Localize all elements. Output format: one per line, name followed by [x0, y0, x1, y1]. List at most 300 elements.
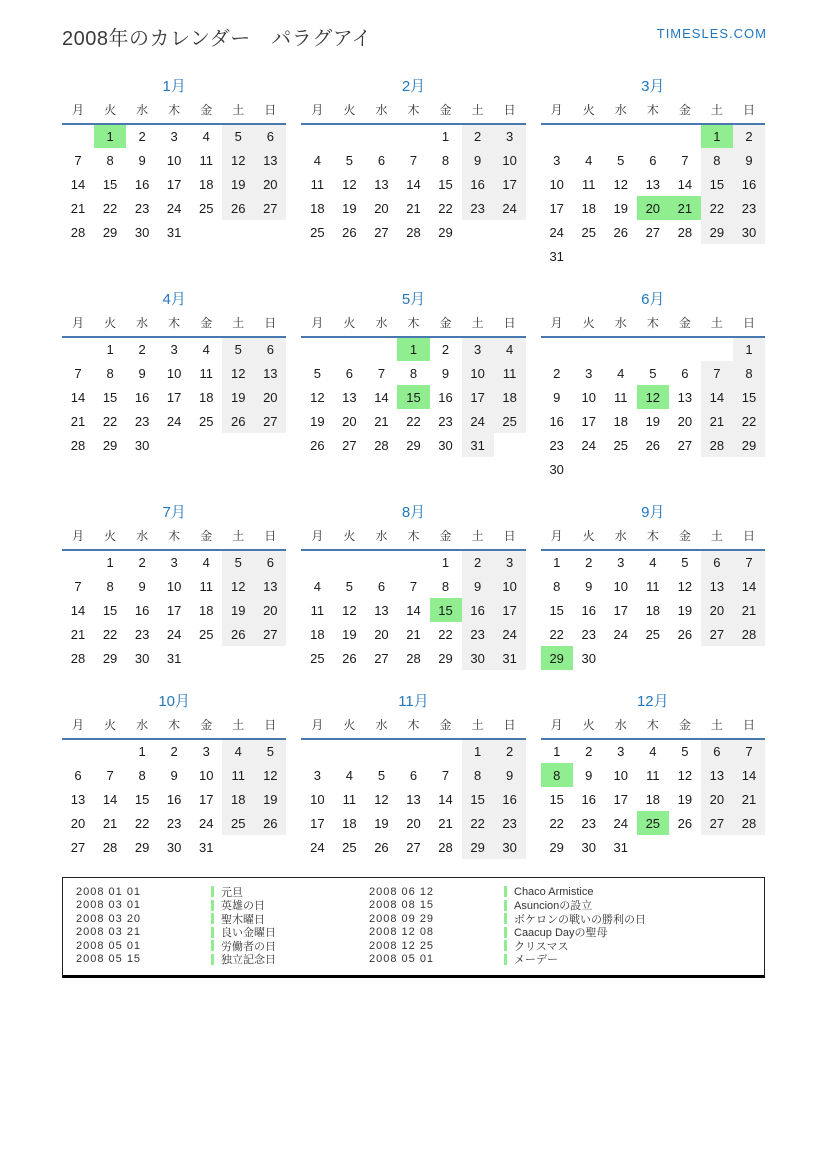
month-table [541, 312, 765, 481]
day-cell: 23 [581, 626, 596, 642]
day-cell: 23 [581, 815, 596, 831]
week-row [62, 385, 286, 409]
week-row [541, 409, 765, 433]
holiday-marker-icon [211, 954, 214, 965]
day-cell: 29 [102, 224, 118, 240]
holiday-name: 労働者の日 [221, 940, 276, 953]
holiday-date: 2008 01 01 [76, 885, 142, 898]
day-cell: 21 [70, 626, 86, 642]
day-cell: 26 [374, 839, 389, 855]
day-cell: 15 [397, 385, 429, 409]
day-cell: 21 [438, 815, 453, 831]
day-cell: 22 [438, 200, 453, 216]
empty-cell [397, 739, 429, 763]
empty-cell [94, 739, 126, 763]
weekday-header: 金 [190, 99, 222, 124]
day-cell: 4 [649, 744, 657, 759]
week-row [541, 220, 765, 244]
week-row [301, 148, 525, 172]
empty-cell [190, 646, 222, 670]
day-cell: 18 [494, 385, 526, 409]
holiday-date: 2008 06 12 [369, 885, 435, 898]
weekday-header: 土 [222, 99, 254, 124]
weekday-header: 火 [333, 99, 365, 124]
empty-cell [494, 433, 526, 457]
empty-cell [573, 244, 605, 268]
empty-cell [62, 739, 94, 763]
day-cell: 11 [646, 767, 660, 783]
brand-link[interactable]: TIMESLES.COM [656, 26, 767, 41]
day-cell: 3 [494, 124, 526, 148]
page-header [62, 22, 767, 51]
day-cell: 27 [701, 622, 733, 646]
day-cell: 12 [374, 791, 389, 807]
day-cell: 6 [254, 337, 286, 361]
empty-cell [637, 124, 669, 148]
day-cell: 31 [166, 224, 182, 240]
weekday-header: 水 [365, 525, 397, 550]
day-cell: 5 [377, 767, 386, 783]
weekday-header: 月 [541, 312, 573, 337]
day-cell: 11 [494, 361, 526, 385]
empty-cell [669, 124, 701, 148]
weekday-row [62, 99, 286, 124]
page-title: 2008年のカレンダー パラグアイ [62, 28, 372, 50]
month-block [541, 290, 765, 481]
day-cell: 14 [406, 176, 421, 192]
week-row [541, 148, 765, 172]
day-cell: 4 [313, 152, 321, 168]
holiday-name: 英雄の日 [221, 900, 265, 913]
holiday-marker-icon [504, 913, 507, 924]
day-cell: 21 [733, 787, 765, 811]
day-cell: 6 [377, 578, 386, 594]
weekday-header: 日 [494, 525, 526, 550]
holiday-name: メーデー [514, 954, 558, 967]
day-cell: 31 [462, 433, 494, 457]
empty-cell [733, 457, 765, 481]
weekday-header: 金 [669, 312, 701, 337]
day-cell: 24 [166, 200, 182, 216]
weekday-header: 土 [701, 525, 733, 550]
day-cell: 12 [342, 602, 357, 618]
day-cell: 5 [681, 555, 689, 570]
day-cell: 8 [138, 767, 146, 783]
month-title: 7月 [162, 504, 186, 521]
weekday-row [62, 525, 286, 550]
day-cell: 23 [438, 413, 453, 429]
empty-cell [669, 244, 701, 268]
day-cell: 9 [462, 148, 494, 172]
month-table [541, 714, 765, 859]
day-cell: 18 [198, 602, 214, 618]
weekday-header: 土 [701, 99, 733, 124]
empty-cell [701, 457, 733, 481]
day-cell: 12 [254, 763, 286, 787]
day-cell: 8 [701, 148, 733, 172]
weekday-header: 日 [254, 99, 286, 124]
day-cell: 24 [310, 839, 325, 855]
day-cell: 21 [733, 598, 765, 622]
day-cell: 24 [581, 437, 596, 453]
day-cell: 11 [310, 176, 325, 192]
month-block [62, 290, 286, 481]
day-cell: 26 [222, 196, 254, 220]
empty-cell [733, 244, 765, 268]
day-cell: 24 [613, 626, 628, 642]
day-cell: 3 [202, 744, 210, 759]
weekday-header: 日 [494, 312, 526, 337]
legend-entry [63, 939, 356, 953]
day-cell: 7 [409, 578, 418, 594]
weekday-header: 金 [669, 525, 701, 550]
day-cell: 3 [617, 744, 625, 759]
empty-cell [637, 457, 669, 481]
day-cell: 16 [581, 791, 596, 807]
weekday-header: 月 [541, 525, 573, 550]
day-cell: 6 [681, 365, 689, 381]
day-cell: 18 [645, 791, 661, 807]
day-cell: 26 [613, 224, 628, 240]
holiday-marker-icon [211, 940, 214, 951]
empty-cell [701, 646, 733, 670]
day-cell: 22 [462, 811, 494, 835]
day-cell: 23 [134, 626, 150, 642]
holiday-date: 2008 08 15 [369, 899, 435, 912]
week-row [541, 739, 765, 763]
day-cell: 10 [166, 365, 182, 381]
month-block [301, 503, 525, 670]
day-cell: 13 [374, 602, 389, 618]
day-cell: 22 [406, 413, 421, 429]
week-row [541, 337, 765, 361]
empty-cell [669, 646, 701, 670]
day-cell: 13 [374, 176, 389, 192]
day-cell: 25 [198, 413, 214, 429]
holiday-date: 2008 12 25 [369, 939, 435, 952]
week-row [541, 244, 765, 268]
weekday-header: 日 [494, 99, 526, 124]
day-cell: 6 [254, 550, 286, 574]
holiday-name: 元旦 [221, 886, 243, 899]
day-cell: 1 [106, 555, 114, 570]
weekday-header: 火 [94, 714, 126, 739]
empty-cell [62, 550, 94, 574]
weekday-header: 土 [701, 312, 733, 337]
day-cell: 27 [254, 622, 286, 646]
day-cell: 14 [733, 574, 765, 598]
day-cell: 31 [166, 650, 182, 666]
month-title: 10月 [158, 693, 190, 710]
empty-cell [254, 220, 286, 244]
day-cell: 6 [345, 365, 354, 381]
day-cell: 11 [646, 578, 660, 594]
day-cell: 14 [438, 791, 453, 807]
month-block [541, 503, 765, 670]
empty-cell [190, 220, 222, 244]
day-cell: 11 [222, 763, 254, 787]
day-cell: 16 [134, 389, 150, 405]
weekday-header: 火 [333, 525, 365, 550]
week-row [301, 739, 525, 763]
day-cell: 21 [406, 626, 421, 642]
day-cell: 3 [553, 152, 561, 168]
day-cell: 5 [681, 744, 689, 759]
weekday-row [541, 99, 765, 124]
weekday-header: 土 [701, 714, 733, 739]
day-cell: 13 [645, 176, 661, 192]
day-cell: 23 [462, 196, 494, 220]
weekday-header: 水 [126, 99, 158, 124]
day-cell: 25 [494, 409, 526, 433]
empty-cell [541, 124, 573, 148]
day-cell: 19 [374, 815, 389, 831]
day-cell: 23 [134, 413, 150, 429]
day-cell: 28 [374, 437, 389, 453]
weekday-header: 金 [190, 714, 222, 739]
day-cell: 30 [134, 650, 150, 666]
week-row [301, 574, 525, 598]
weekday-row [541, 714, 765, 739]
empty-cell [301, 550, 333, 574]
day-cell: 31 [198, 839, 214, 855]
day-cell: 23 [166, 815, 182, 831]
day-cell: 20 [254, 598, 286, 622]
day-cell: 15 [134, 791, 150, 807]
weekday-header: 土 [222, 525, 254, 550]
day-cell: 7 [409, 152, 418, 168]
day-cell: 13 [342, 389, 357, 405]
empty-cell [365, 124, 397, 148]
empty-cell [222, 433, 254, 457]
day-cell: 5 [254, 739, 286, 763]
weekday-header: 木 [637, 99, 669, 124]
week-row [541, 646, 765, 670]
day-cell: 22 [102, 626, 118, 642]
week-row [301, 172, 525, 196]
empty-cell [605, 124, 637, 148]
day-cell: 20 [342, 413, 357, 429]
weekday-header: 火 [333, 312, 365, 337]
day-cell: 14 [677, 176, 693, 192]
holiday-marker-icon [504, 927, 507, 938]
empty-cell [637, 244, 669, 268]
day-cell: 20 [374, 200, 389, 216]
weekday-header: 水 [605, 525, 637, 550]
empty-cell [573, 457, 605, 481]
day-cell: 25 [342, 839, 357, 855]
day-cell: 1 [94, 124, 126, 148]
day-cell: 28 [102, 839, 118, 855]
day-cell: 27 [677, 437, 693, 453]
holiday-date: 2008 03 21 [76, 926, 142, 939]
month-block [62, 503, 286, 670]
empty-cell [573, 124, 605, 148]
day-cell: 11 [581, 176, 596, 192]
weekday-header: 水 [365, 312, 397, 337]
week-row [62, 622, 286, 646]
day-cell: 28 [438, 839, 453, 855]
month-block [541, 692, 765, 859]
weekday-header: 木 [158, 714, 190, 739]
day-cell: 4 [202, 129, 210, 144]
weekday-header: 水 [126, 714, 158, 739]
weekday-header: 木 [637, 312, 669, 337]
day-cell: 20 [254, 172, 286, 196]
weekday-header: 火 [94, 99, 126, 124]
day-cell: 9 [733, 148, 765, 172]
holiday-date: 2008 05 01 [369, 953, 435, 966]
legend-entry [63, 926, 356, 940]
day-cell: 16 [166, 791, 182, 807]
empty-cell [494, 220, 526, 244]
empty-cell [301, 337, 333, 361]
day-cell: 16 [494, 787, 526, 811]
weekday-header: 水 [605, 99, 637, 124]
day-cell: 1 [106, 342, 114, 357]
day-cell: 17 [166, 602, 182, 618]
day-cell: 29 [733, 433, 765, 457]
day-cell: 6 [649, 152, 657, 168]
day-cell: 11 [310, 602, 325, 618]
week-row [541, 361, 765, 385]
day-cell: 5 [222, 124, 254, 148]
day-cell: 8 [441, 152, 450, 168]
month-title: 11月 [398, 693, 429, 710]
empty-cell [365, 739, 397, 763]
empty-cell [62, 337, 94, 361]
weekday-row [301, 99, 525, 124]
day-cell: 19 [342, 626, 357, 642]
day-cell: 2 [138, 129, 146, 144]
day-cell: 19 [645, 413, 661, 429]
day-cell: 16 [549, 413, 564, 429]
weekday-header: 木 [397, 312, 429, 337]
day-cell: 5 [222, 337, 254, 361]
day-cell: 8 [106, 152, 114, 168]
day-cell: 6 [701, 739, 733, 763]
day-cell: 3 [170, 342, 178, 357]
holiday-marker-icon [504, 900, 507, 911]
day-cell: 22 [549, 626, 564, 642]
day-cell: 6 [377, 152, 386, 168]
day-cell: 23 [134, 200, 150, 216]
day-cell: 7 [74, 365, 82, 381]
day-cell: 20 [701, 787, 733, 811]
day-cell: 13 [701, 574, 733, 598]
week-row [301, 550, 525, 574]
weekday-header: 水 [365, 99, 397, 124]
day-cell: 15 [462, 787, 494, 811]
day-cell: 4 [313, 578, 321, 594]
day-cell: 12 [637, 385, 669, 409]
holiday-marker-icon [504, 886, 507, 897]
months-grid [62, 77, 765, 859]
day-cell: 8 [106, 578, 114, 594]
weekday-header: 月 [541, 714, 573, 739]
month-block [62, 692, 286, 859]
day-cell: 19 [613, 200, 628, 216]
empty-cell [637, 337, 669, 361]
holiday-date: 2008 03 01 [76, 899, 142, 912]
day-cell: 25 [198, 626, 214, 642]
day-cell: 16 [438, 389, 453, 405]
day-cell: 28 [70, 650, 86, 666]
week-row [541, 835, 765, 859]
weekday-header: 火 [94, 525, 126, 550]
weekday-header: 金 [669, 99, 701, 124]
day-cell: 18 [310, 200, 325, 216]
day-cell: 24 [613, 815, 628, 831]
day-cell: 7 [681, 152, 689, 168]
day-cell: 12 [342, 176, 357, 192]
day-cell: 30 [438, 437, 453, 453]
day-cell: 4 [649, 555, 657, 570]
day-cell: 24 [198, 815, 214, 831]
day-cell: 26 [310, 437, 325, 453]
empty-cell [333, 124, 365, 148]
day-cell: 6 [701, 550, 733, 574]
month-table [301, 714, 525, 859]
day-cell: 18 [342, 815, 357, 831]
day-cell: 2 [462, 124, 494, 148]
day-cell: 10 [166, 578, 182, 594]
weekday-header: 月 [301, 714, 333, 739]
day-cell: 1 [441, 555, 450, 570]
week-row [62, 337, 286, 361]
week-row [62, 646, 286, 670]
empty-cell [222, 220, 254, 244]
day-cell: 23 [733, 196, 765, 220]
day-cell: 28 [70, 437, 86, 453]
weekday-header: 日 [733, 312, 765, 337]
holiday-name: Chaco Armistice [514, 885, 594, 898]
weekday-header: 水 [126, 312, 158, 337]
holiday-marker-icon [211, 886, 214, 897]
weekday-header: 日 [254, 525, 286, 550]
weekday-header: 日 [733, 525, 765, 550]
day-cell: 19 [310, 413, 325, 429]
week-row [62, 220, 286, 244]
day-cell: 27 [645, 224, 661, 240]
month-table [62, 99, 286, 244]
week-row [301, 433, 525, 457]
week-row [301, 811, 525, 835]
day-cell: 27 [701, 811, 733, 835]
day-cell: 18 [613, 413, 628, 429]
day-cell: 17 [166, 176, 182, 192]
day-cell: 2 [494, 739, 526, 763]
week-row [62, 172, 286, 196]
day-cell: 8 [106, 365, 114, 381]
day-cell: 5 [313, 365, 321, 381]
week-row [301, 196, 525, 220]
holiday-marker-icon [504, 954, 507, 965]
weekday-header: 水 [126, 525, 158, 550]
weekday-header: 火 [573, 312, 605, 337]
day-cell: 15 [701, 172, 733, 196]
day-cell: 31 [549, 248, 564, 264]
day-cell: 20 [254, 385, 286, 409]
day-cell: 25 [581, 224, 596, 240]
day-cell: 12 [222, 574, 254, 598]
day-cell: 26 [254, 811, 286, 835]
day-cell: 28 [70, 224, 86, 240]
empty-cell [333, 739, 365, 763]
weekday-header: 日 [733, 99, 765, 124]
day-cell: 27 [254, 409, 286, 433]
weekday-header: 金 [430, 99, 462, 124]
